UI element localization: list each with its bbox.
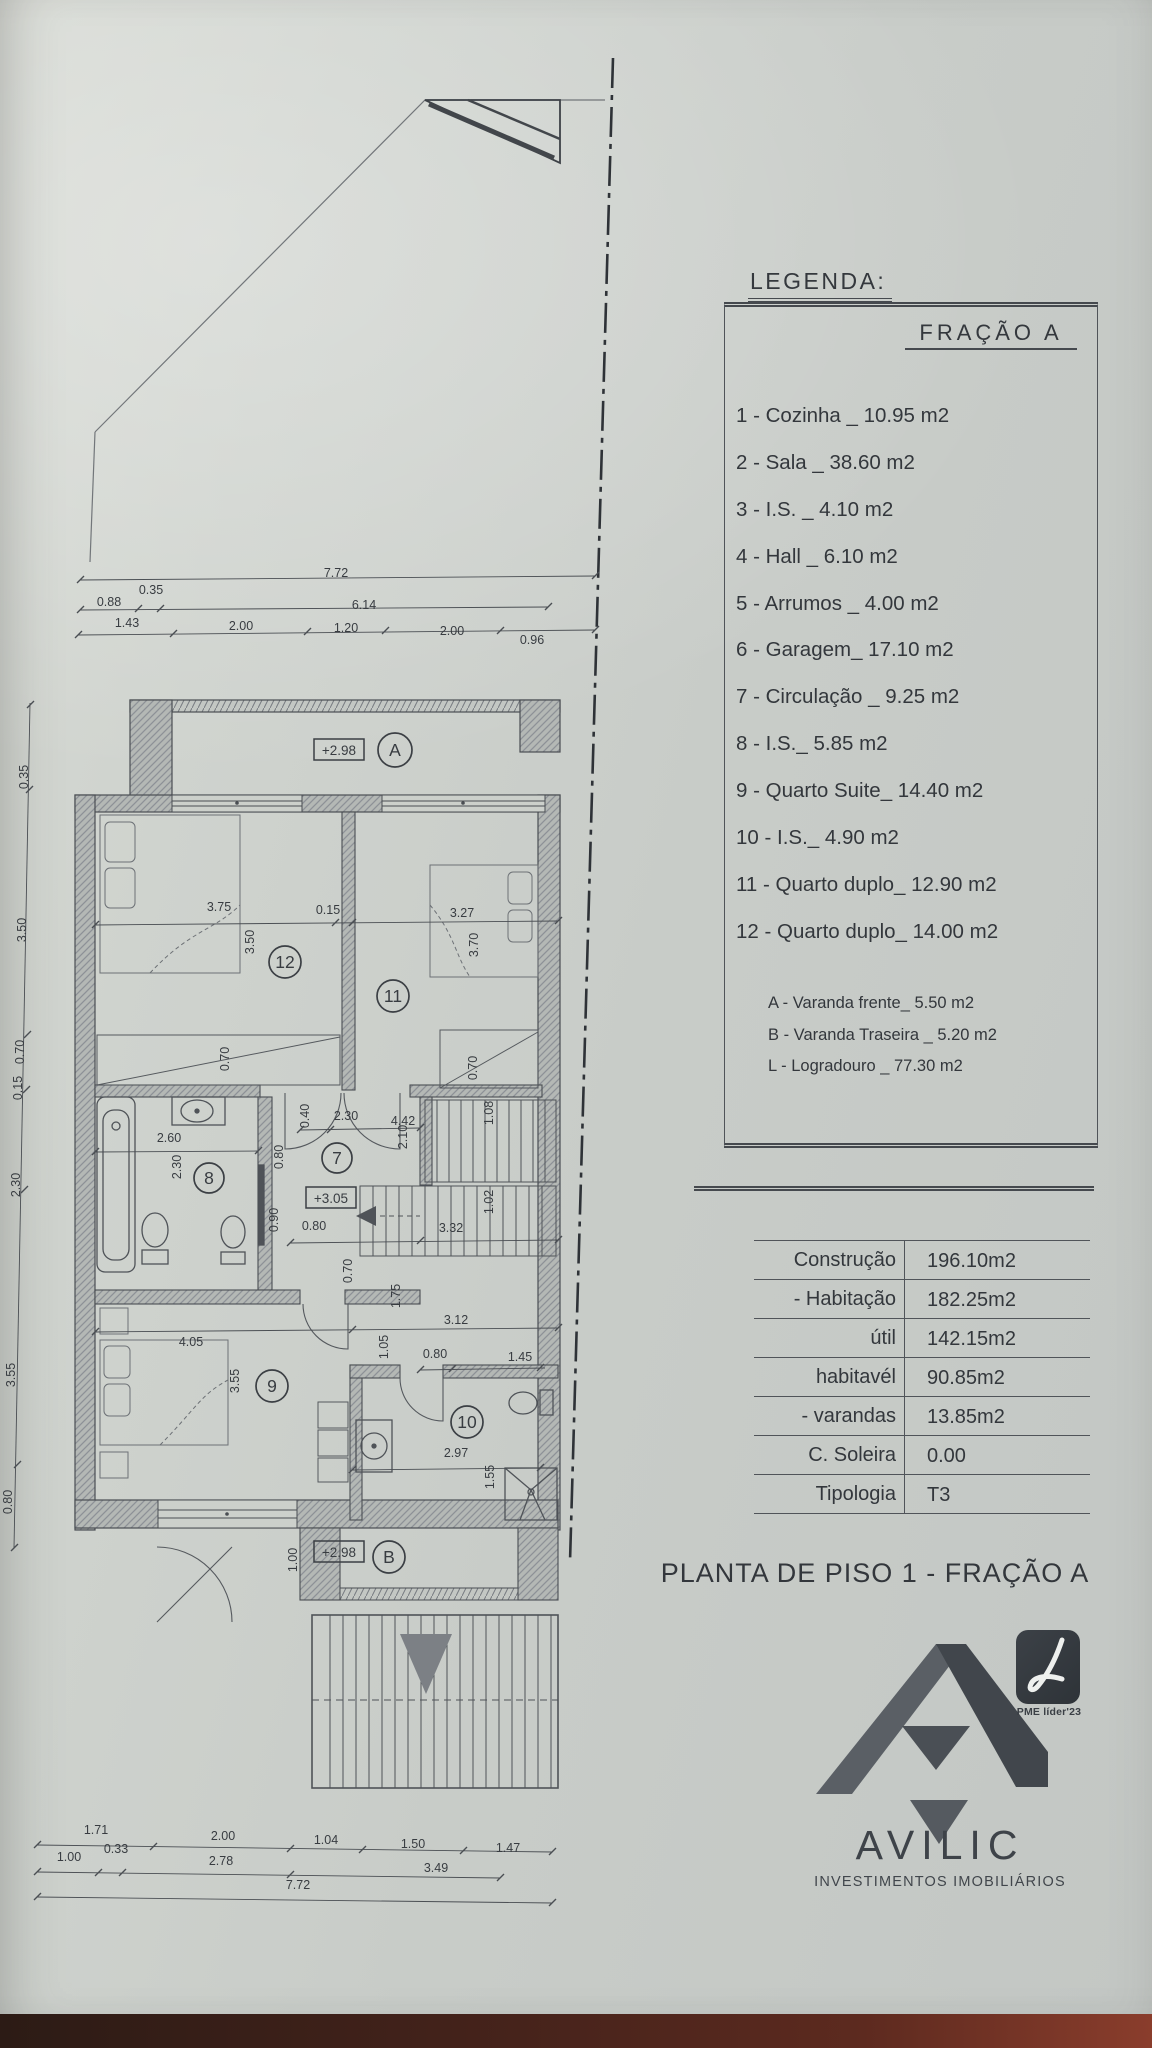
desk-surface [0, 2014, 1152, 2048]
dimension-label: 1.08 [482, 1100, 496, 1126]
window-room12 [172, 795, 302, 812]
canopy [425, 100, 560, 163]
table-row-label: Tipologia [754, 1475, 905, 1513]
legend-item: 3 - I.S. _ 4.10 m2 [736, 497, 894, 521]
room-badge-number: 9 [267, 1376, 277, 1396]
dimension-label: 3.50 [15, 917, 29, 943]
dimension-label: 1.05 [377, 1334, 391, 1360]
dimension-label: 2.00 [439, 624, 465, 638]
dimension-label: 3.75 [206, 900, 232, 914]
legend-item: 1 - Cozinha _ 10.95 m2 [736, 404, 950, 427]
legend-item: 2 - Sala _ 38.60 m2 [736, 450, 915, 474]
table-row [754, 1358, 1090, 1397]
dimension-label: 1.00 [286, 1547, 300, 1573]
double-rule [694, 1186, 1094, 1191]
balcony-b [300, 1528, 558, 1600]
dimension-label: 4.05 [178, 1335, 204, 1349]
table-row-value: 182.25m2 [927, 1289, 1016, 1311]
table-row-label: C. Soleira [754, 1436, 905, 1474]
logo-inner-triangle [902, 1726, 970, 1770]
table-row-value: 13.85m2 [927, 1406, 1005, 1428]
table-row [754, 1319, 1090, 1358]
table-row-value: 196.10m2 [927, 1250, 1016, 1272]
dimension-label: 7.72 [323, 566, 349, 580]
table-row-label: - Habitação [754, 1280, 905, 1318]
dimension-label: 4.42 [390, 1114, 416, 1128]
dimension-label: 0.70 [466, 1055, 480, 1081]
toilet10 [509, 1392, 537, 1414]
interior-walls [95, 812, 558, 1520]
legend-item: 4 - Hall _ 6.10 m2 [736, 544, 898, 568]
bed-suite9 [100, 1308, 228, 1478]
legend-item: 5 - Arrumos _ 4.00 m2 [736, 591, 939, 615]
table-row-value: 0.00 [927, 1445, 966, 1467]
dimension-label: 0.70 [341, 1258, 355, 1284]
dimension-label: 0.88 [96, 595, 122, 609]
dimension-label: 3.70 [467, 932, 481, 958]
bathroom8-fixtures [97, 1097, 264, 1272]
table-row [754, 1240, 1090, 1280]
dimension-label: 2.60 [156, 1131, 182, 1145]
dimension-label: 2.30 [170, 1154, 184, 1180]
table-row-label: útil [754, 1319, 905, 1357]
dimension-label: 2.10 [396, 1124, 410, 1150]
dimension-label: 1.75 [389, 1283, 403, 1309]
fraction-heading: FRAÇÃO A [905, 320, 1077, 350]
logo-left-leg [816, 1644, 966, 1794]
room-badge-number: 7 [332, 1148, 342, 1168]
dimension-label: 3.55 [4, 1362, 18, 1388]
dimension-label: 1.45 [507, 1350, 533, 1364]
level-marker-value: +3.05 [313, 1191, 349, 1206]
legend-heading: LEGENDA: [748, 268, 892, 302]
dimension-ticks [11, 572, 599, 1906]
dimension-label: 0.70 [13, 1039, 27, 1065]
dimension-label: 1.20 [333, 621, 359, 635]
table-row-value: 142.15m2 [927, 1328, 1016, 1350]
dimension-label: 2.30 [333, 1109, 359, 1123]
dimension-label: 2.00 [210, 1829, 236, 1843]
legend-subitem: L - Logradouro _ 77.30 m2 [768, 1057, 963, 1075]
dimension-label: 3.32 [438, 1221, 464, 1235]
level-marker-value: +2.98 [321, 1545, 357, 1560]
dimension-label: 0.80 [422, 1347, 448, 1361]
dimension-label: 1.43 [114, 616, 140, 630]
room-badge-number: 12 [275, 952, 295, 972]
dimension-label: 1.71 [83, 1823, 109, 1837]
legend-item: 12 - Quarto duplo_ 14.00 m2 [736, 919, 999, 943]
room-badge-number: B [383, 1547, 395, 1567]
dimension-label: 3.55 [228, 1368, 242, 1394]
dimension-label: 0.80 [301, 1219, 327, 1233]
dimension-label: 1.50 [400, 1837, 426, 1851]
table-row [754, 1475, 1090, 1514]
dimension-label: 0.35 [17, 764, 31, 790]
door-suite9 [303, 1304, 348, 1349]
legend-subitem-list [768, 994, 1088, 1089]
legend-item: 8 - I.S._ 5.85 m2 [736, 732, 888, 756]
brand-name: AVILIC [855, 1822, 1025, 1868]
dimension-label: 1.00 [56, 1850, 82, 1864]
table-row-value: 90.85m2 [927, 1367, 1005, 1389]
bed-room12 [100, 815, 240, 973]
dimension-label: 0.40 [298, 1103, 312, 1129]
dimension-label: 0.80 [1, 1489, 15, 1515]
table-row-label: habitavél [754, 1358, 905, 1396]
page-title: PLANTA DE PISO 1 - FRAÇÃO A [660, 1558, 1090, 1588]
stair-direction-arrow [356, 1206, 376, 1226]
pme-lider-l-icon [1016, 1630, 1080, 1704]
room-badge-number: 11 [383, 986, 403, 1006]
window-room11 [382, 795, 545, 812]
dimension-lines [11, 572, 599, 1906]
level-marker-value: +2.98 [321, 743, 357, 758]
table-row [754, 1397, 1090, 1436]
door-entrance [157, 1547, 232, 1622]
legend-item: 10 - I.S._ 4.90 m2 [736, 826, 899, 850]
table-row [754, 1436, 1090, 1475]
dimension-label: 3.50 [243, 929, 257, 955]
door-is10 [400, 1378, 443, 1421]
toilet [142, 1213, 168, 1247]
dimension-label: 6.14 [351, 598, 377, 612]
dimension-label: 2.00 [228, 619, 254, 633]
dimension-label: 0.15 [315, 903, 341, 917]
stairs-exterior [312, 1615, 558, 1788]
dimension-label: 2.78 [208, 1854, 234, 1868]
legend-item-list [736, 404, 1088, 967]
table-row-value: T3 [927, 1484, 951, 1506]
dimension-label: 1.02 [482, 1189, 496, 1215]
room-badge-number: A [389, 740, 401, 760]
property-axis-dashdot [570, 58, 613, 1562]
room-badge-number: 8 [204, 1168, 214, 1188]
shower-screen [259, 1165, 264, 1245]
legend-item: 6 - Garagem_ 17.10 m2 [736, 638, 954, 662]
dimension-label: 0.96 [519, 633, 545, 647]
legend-item: 7 - Circulação _ 9.25 m2 [736, 685, 960, 709]
brand-tagline: INVESTIMENTOS IMOBILIÁRIOS [814, 1874, 1066, 1890]
pme-lider-badge [1016, 1630, 1080, 1704]
dimension-label: 1.55 [483, 1464, 497, 1490]
dimension-label: 1.04 [313, 1833, 339, 1847]
dimension-label: 0.80 [272, 1144, 286, 1170]
dimension-label: 7.72 [285, 1878, 311, 1892]
door-room12 [285, 1093, 341, 1149]
room-badge-number: 10 [457, 1412, 477, 1432]
dimension-label: 3.27 [449, 906, 475, 920]
legend-item: 11 - Quarto duplo_ 12.90 m2 [736, 872, 997, 896]
window-suite [158, 1500, 297, 1528]
dimension-label: 0.33 [103, 1842, 129, 1856]
dimension-label: 3.12 [443, 1313, 469, 1327]
legend-subitem: A - Varanda frente_ 5.50 m2 [768, 994, 975, 1012]
table-row [754, 1280, 1090, 1319]
areas-table [754, 1240, 1090, 1514]
dimension-label: 0.35 [138, 583, 164, 597]
dimension-label: 0.70 [218, 1046, 232, 1072]
table-row-label: Construção [754, 1241, 905, 1279]
dimension-label: 2.97 [443, 1446, 469, 1460]
legend-item: 9 - Quarto Suite_ 14.40 m2 [736, 779, 984, 803]
dimension-label: 2.30 [9, 1172, 23, 1198]
table-row-label: - varandas [754, 1397, 905, 1435]
dimension-label: 3.49 [423, 1861, 449, 1875]
legend-subitem: B - Varanda Traseira _ 5.20 m2 [768, 1025, 997, 1044]
pme-lider-caption: PME líder'23 [1016, 1706, 1082, 1718]
bidet [221, 1216, 245, 1248]
dimension-label: 0.15 [11, 1075, 25, 1101]
dimension-label: 0.90 [267, 1207, 281, 1233]
dimension-label: 1.47 [495, 1841, 521, 1855]
